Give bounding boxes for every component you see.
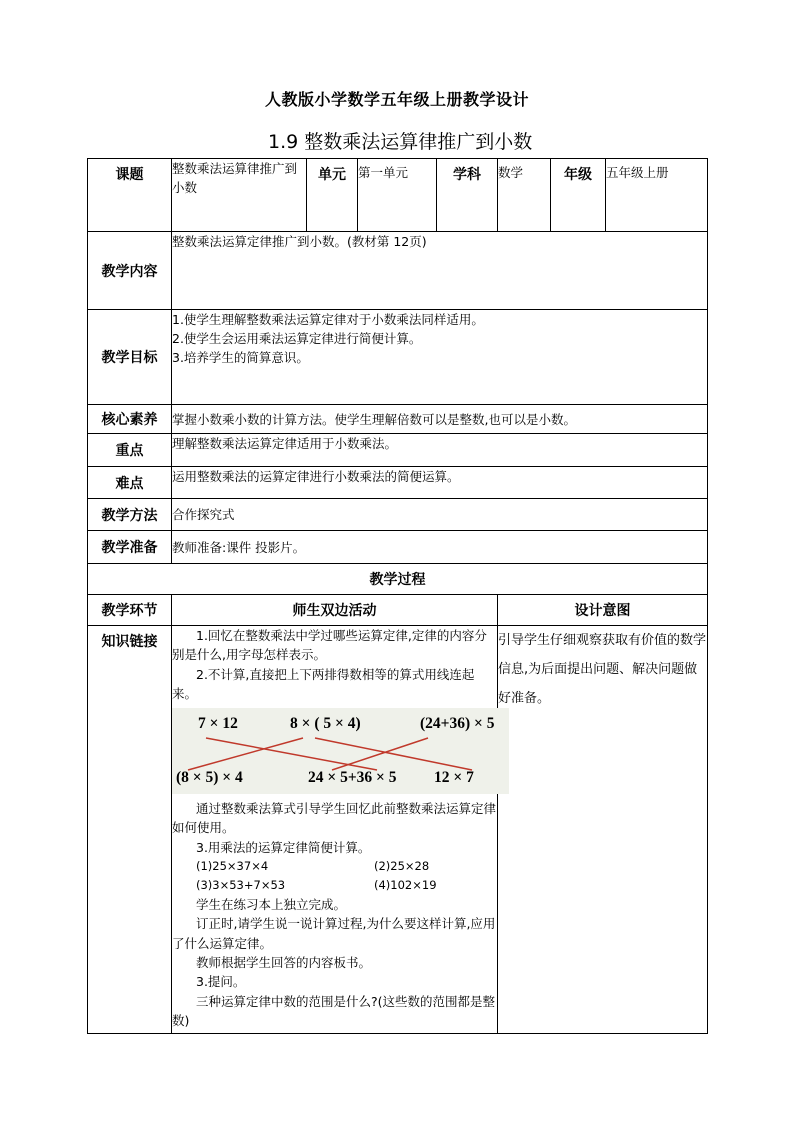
subject-label: 学科 [437,159,498,232]
process-col-activity: 师生双边活动 [172,595,498,626]
exercise-item: (2)25×28 [374,859,430,874]
stage-label: 知识链接 [88,626,172,1034]
topic-value: 整数乘法运算律推广到小数 [172,159,307,232]
expr-bottom-1: (8 × 5) × 4 [176,769,243,787]
process-col-intent: 设计意图 [498,595,708,626]
process-heading: 教学过程 [88,564,708,595]
method-value: 合作探究式 [172,499,708,531]
activity-paragraph: 3.用乘法的运算定律简便计算。 [196,839,371,855]
prep-value: 教师准备:课件 投影片。 [172,531,708,564]
process-col-stage: 教学环节 [88,595,172,626]
method-label: 教学方法 [88,499,172,531]
expr-top-3: (24+36) × 5 [420,715,495,733]
activity-paragraph: 通过整数乘法算式引导学生回忆此前整数乘法运算定律如何使用。 [172,801,497,836]
key-point-label: 重点 [88,434,172,467]
unit-value: 第一单元 [358,159,437,232]
goal-item: 3.培养学生的简算意识。 [172,350,309,365]
exercise-item: (3)3×53+7×53 [196,878,286,893]
unit-label: 单元 [307,159,358,232]
document-title: 人教版小学数学五年级上册教学设计 [264,90,529,109]
prep-label: 教学准备 [88,531,172,564]
goals-list [172,310,708,405]
topic-label: 课题 [88,159,172,232]
content-value: 整数乘法运算定律推广到小数。(教材第 12页) [172,232,708,310]
activity-paragraph: 三种运算定律中数的范围是什么?(这些数的范围都是整数) [172,993,496,1028]
key-point-value: 理解整数乘法运算定律适用于小数乘法。 [172,434,708,467]
activity-paragraph: 1.回忆在整数乘法中学过哪些运算定律,定律的内容分别是什么,用字母怎样表示。 [172,628,487,663]
activity-paragraph: 2.不计算,直接把上下两排得数相等的算式用线连起来。 [172,666,475,701]
goal-item: 1.使学生理解整数乘法运算定律对于小数乘法同样适用。 [172,312,484,327]
activity-paragraph: 订正时,请学生说一说计算过程,为什么要这样计算,应用了什么运算定律。 [172,916,496,951]
expr-bottom-3: 12 × 7 [434,769,474,787]
activity-cell [172,626,498,1034]
exercise-list [172,857,497,895]
grade-label: 年级 [551,159,606,232]
subject-value: 数学 [498,159,551,232]
content-label: 教学内容 [88,232,172,310]
grade-value: 五年级上册 [606,159,708,232]
exercise-item: (1)25×37×4 [196,859,269,874]
difficulty-value: 运用整数乘法的运算定律进行小数乘法的简便运算。 [172,467,708,499]
literacy-label: 核心素养 [88,405,172,434]
activity-paragraph: 3.提问。 [196,974,246,990]
expr-top-2: 8 × ( 5 × 4) [290,715,361,733]
design-intent: 引导学生仔细观察获取有价值的数学信息,为后面提出问题、解决问题做好准备。 [498,626,708,1034]
lesson-plan-table [87,158,708,1034]
activity-paragraph: 学生在练习本上独立完成。 [196,897,347,913]
activity-paragraph: 教师根据学生回答的内容板书。 [196,954,372,970]
difficulty-label: 难点 [88,467,172,499]
lesson-subtitle: 1.9 整数乘法运算律推广到小数 [268,131,533,153]
literacy-value: 掌握小数乘小数的计算方法。使学生理解倍数可以是整数,也可以是小数。 [172,405,708,434]
exercise-item: (4)102×19 [374,878,437,893]
goals-label: 教学目标 [88,310,172,405]
expr-bottom-2: 24 × 5+36 × 5 [308,769,397,787]
matching-figure [172,708,509,794]
goal-item: 2.使学生会运用乘法运算定律进行简便计算。 [172,331,422,346]
expr-top-1: 7 × 12 [198,715,238,733]
